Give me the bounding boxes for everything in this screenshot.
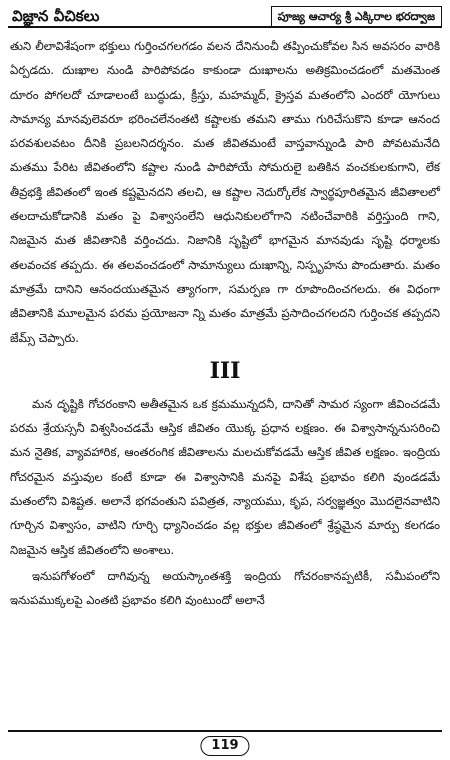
author-name: పూజ్య ఆచార్య శ్రీ ఎక్కిరాల భరద్వాజ — [271, 6, 442, 26]
section-heading: III — [209, 357, 241, 384]
page-body — [10, 34, 440, 613]
book-title: విజ్ఞాన వీచికలు — [12, 7, 100, 25]
paragraph: మన దృష్టికి గోచరంకాని అతీతమైన ఒక క్రమమున్నదనీ, దానితో సామర స్యంగా జీవించడమే పరమ శ్రేయస్సనీ విశ్వసించడమే ఆస్తిక జీవితం యొక్క ప్రధాన లక్షణం. ఈ విశ్వాసాన్ననుసరించి మన నైతిక, వ్యావహారిక, ఆంతరంగిక జీవితాలను మలచుకోవడమే ఆస్తిక జీవిత లక్షణం. ఇంద్రియ గోచరమైన వస్తువుల కంటే కూడా ఈ విశ్వాసానికి మనపై విశేష ప్రభావం కలిగి వుండడమే మతంలోని విశిష్టత. అలానే భగవంతుని పవిత్రత, న్యాయము, కృప, సర్వజ్ఞత్వం మొదలైనవాటిని గూర్చిన విశ్వాసం, వాటిని గూర్చి ధ్యానించడం వల్ల భక్తుల జీవితంలో శ్రేష్ఠమైన మార్పు కలగడం నిజమైన ఆస్తిక జీవితంలోని అంశాలు. — [10, 396, 440, 557]
running-header — [8, 2, 442, 28]
page-footer — [8, 730, 442, 758]
page-number: 119 — [200, 736, 249, 756]
paragraph: తుని లీలావిశేషంగా భక్తులు గుర్తించగలగడం వలన దేనినుంచీ తప్పించుకోవల సిన అవసరం వారికి ఏర్పడదు. దుఃఖాల నుండి పారిపోవడం కాకుండా దుఃఖాలను అతిక్రమించడంలో మతమెంత దూరం పోగలదో చూడాలంటే బుద్ధుడు, క్రీస్తు, మహమ్మద్, క్రైస్తవ మతంలోని ఎందరో యోగులు సామాన్య మానవులెవరూ భరించలేనంతటి కష్టాలకు తమని తాము గురిచేసుకొని కూడా ఆనంద పరవశులవటం దీనికి ప్రబలనిదర్శనం. మత జీవితమంటే వాస్తవాన్నుండి పారి పోవటమనేది మతము పేరిట జీవితంలోని కష్టాల నుండి పారిపోయే సోమరులై బతికిన వంచకులకుగాని, లేక తీవ్రభక్తి జీవితంలో ఇంత కష్టమైనదని తలచి, ఆ కష్టాల నెదుర్కోలేక స్వార్థపూరితమైన జీవితాలలో తలదాచుకోడానికి మతం పై విశ్వాసంలేని ఆధునికులలోగాని నటించేవారికి వర్తిస్తుంది గాని, నిజమైన మత జీవితానికి వర్తించదు. నిజానికి సృష్టిలో భాగమైన మానవుడు సృష్టి ధర్మాలకు తలవంచక తప్పదు. ఈ తలవంచడంలో సామాన్యులు దుఃఖాన్ని, నిస్పృహను పొందుతారు. మతం మాత్రమే దానిని ఆనందయుతమైన త్యాగంగా, సమర్పణ గా రూపొందించగలదు. ఈ విధంగా జీవితానికి మూలమైన పరమ ప్రయోజనా న్ని మతం మాత్రమే ప్రసాదించగలదని గుర్తించక తప్పదని జేమ్స్ చెప్పారు. — [10, 39, 440, 345]
paragraph: ఇనుపగోళంలో దాగివున్న అయస్కాంతశక్తి ఇంద్రియ గోచరంకానప్పటికీ, సమీపంలోని ఇనుపముక్కలపై ఎంతటి ప్రభావం కలిగి వుంటుందో అలానే — [10, 568, 440, 608]
